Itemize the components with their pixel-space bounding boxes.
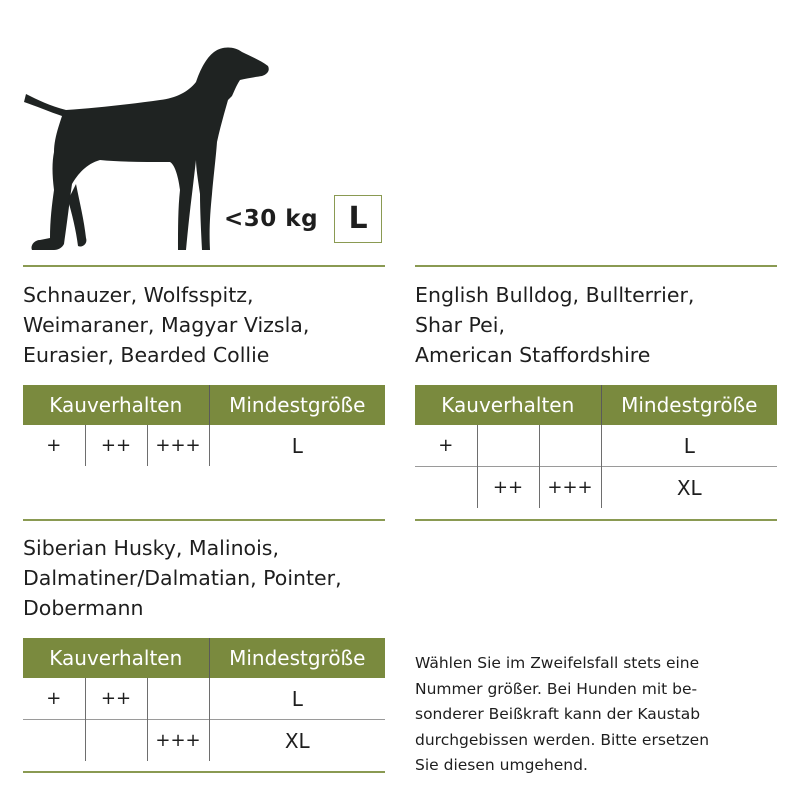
table-row [23,720,385,762]
chew-cell: + [23,425,85,466]
chew-cell: + [415,425,477,467]
header-chewing: Kauverhalten [23,638,209,678]
breed-list-1 [23,280,309,370]
chew-cell [147,678,209,720]
note-line: durchgebissen werden. Bitte ersetzen [415,730,710,749]
size-cell: XL [601,467,777,509]
divider-top-right [415,265,777,267]
divider-bottom-left [23,771,385,773]
header-chewing: Kauverhalten [415,385,601,425]
table-row [415,425,777,467]
chew-table-2 [415,385,777,508]
breed-list-3 [23,533,342,623]
chew-cell [477,425,539,467]
header-min-size: Mindestgröße [209,385,385,425]
advice-note [415,651,775,779]
chew-cell: ++ [477,467,539,509]
table-row [23,425,385,466]
chew-cell: +++ [539,467,601,509]
chew-table-3 [23,638,385,761]
header-min-size: Mindestgröße [209,638,385,678]
chew-cell: + [23,678,85,720]
size-cell: L [683,433,695,458]
table-row [23,678,385,720]
note-line: Wählen Sie im Zweifelsfall stets eine [415,654,700,672]
chew-cell: +++ [147,720,209,762]
chew-cell [415,467,477,509]
chew-cell: +++ [147,425,209,466]
note-line: Sie diesen umgehend. [415,756,588,774]
table-row [415,467,777,509]
breed-line: Dalmatiner/Dalmatian, Pointer, [23,566,342,590]
size-cell: XL [209,720,385,762]
size-cell: L [291,433,303,458]
header-chewing: Kauverhalten [23,385,209,425]
size-badge: L [334,195,382,243]
chew-cell: ++ [85,425,147,466]
divider-top-left [23,265,385,267]
divider-mid-right [415,519,777,521]
header-min-size: Mindestgröße [601,385,777,425]
breed-line: Schnauzer, Wolfsspitz, [23,283,254,307]
size-cell: L [291,686,303,711]
chew-cell: ++ [85,678,147,720]
breed-line: American Staffordshire [415,343,651,367]
breed-line: Weimaraner, Magyar Vizsla, [23,313,310,337]
note-line: sonderer Beißkraft kann der Kaustab [415,705,701,723]
breed-line: Dobermann [23,596,144,620]
breed-line: Eurasier, Bearded Collie [23,343,270,367]
chew-cell [23,720,85,762]
weight-label: <30 kg [224,206,319,232]
chew-table-1 [23,385,385,466]
breed-line: Siberian Husky, Malinois, [23,536,279,560]
breed-line: English Bulldog, Bullterrier, [415,283,695,307]
breed-list-2 [415,280,694,370]
chew-cell [85,720,147,762]
note-line: Nummer größer. Bei Hunden mit be- [415,679,698,698]
divider-mid-left [23,519,385,521]
chew-cell [539,425,601,467]
breed-line: Shar Pei, [415,313,505,337]
